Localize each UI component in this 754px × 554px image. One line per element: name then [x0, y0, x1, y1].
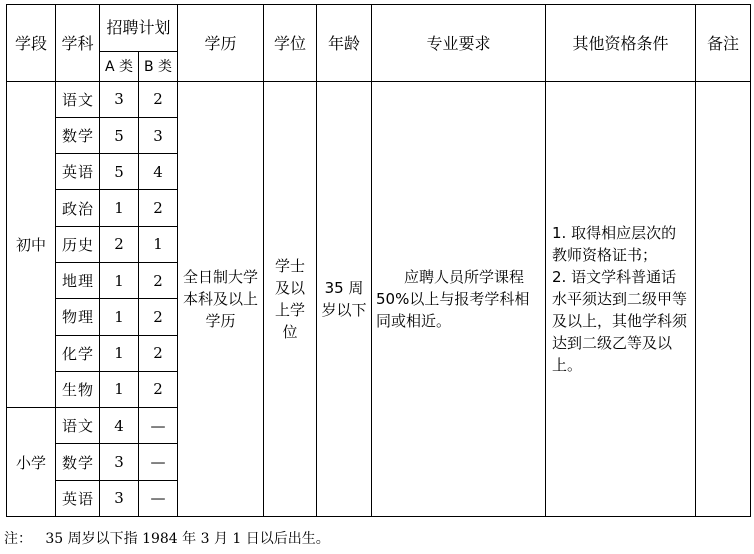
other-conditions-cell: [546, 81, 696, 516]
subject-cell: 历史: [56, 226, 100, 262]
other-condition-2: 2. 语文学科普通话水平须达到二级甲等及以上，其他学科须达到二级乙等及以上。: [552, 267, 688, 374]
other-condition-1: 1. 取得相应层次的教师资格证书；: [552, 223, 677, 264]
subject-cell: 数学: [56, 117, 100, 153]
plan-a-cell: 1: [100, 299, 139, 335]
plan-b-cell: —: [139, 480, 178, 516]
header-age: 年龄: [317, 5, 372, 82]
education-cell: 全日制大学本科及以上学历: [178, 81, 264, 516]
plan-b-cell: 2: [139, 299, 178, 335]
plan-a-cell: 3: [100, 444, 139, 480]
plan-b-cell: 2: [139, 190, 178, 226]
plan-b-cell: 1: [139, 226, 178, 262]
plan-b-cell: 2: [139, 371, 178, 407]
subject-cell: 化学: [56, 335, 100, 371]
subject-cell: 数学: [56, 444, 100, 480]
major-cell: 应聘人员所学课程 50%以上与报考学科相同或相近。: [372, 81, 546, 516]
header-plan: 招聘计划: [100, 5, 178, 52]
plan-a-cell: 1: [100, 371, 139, 407]
plan-a-cell: 5: [100, 154, 139, 190]
header-remark: 备注: [696, 5, 751, 82]
recruitment-table: [6, 4, 751, 517]
remark-cell: [696, 81, 751, 516]
header-plan-b: B 类: [139, 52, 178, 81]
header-other: 其他资格条件: [546, 5, 696, 82]
stage-junior: 初中: [7, 81, 56, 408]
plan-a-cell: 4: [100, 408, 139, 444]
plan-a-cell: 2: [100, 226, 139, 262]
subject-cell: 英语: [56, 154, 100, 190]
degree-cell: 学士及以上学位: [264, 81, 317, 516]
plan-b-cell: —: [139, 408, 178, 444]
subject-cell: 生物: [56, 371, 100, 407]
header-row: [7, 5, 751, 52]
plan-a-cell: 1: [100, 190, 139, 226]
footnote: 注： 35 周岁以下指 1984 年 3 月 1 日以后出生。: [4, 531, 330, 547]
table-row: [7, 81, 751, 117]
plan-a-cell: 5: [100, 117, 139, 153]
subject-cell: 英语: [56, 480, 100, 516]
header-degree: 学位: [264, 5, 317, 82]
plan-a-cell: 3: [100, 480, 139, 516]
header-education: 学历: [178, 5, 264, 82]
subject-cell: 地理: [56, 262, 100, 298]
header-subject: 学科: [56, 5, 100, 82]
plan-a-cell: 3: [100, 81, 139, 117]
subject-cell: 政治: [56, 190, 100, 226]
plan-a-cell: 1: [100, 262, 139, 298]
header-major: 专业要求: [372, 5, 546, 82]
plan-b-cell: —: [139, 444, 178, 480]
header-plan-a: A 类: [100, 52, 139, 81]
subject-cell: 语文: [56, 408, 100, 444]
plan-b-cell: 2: [139, 262, 178, 298]
header-stage: 学段: [7, 5, 56, 82]
subject-cell: 物理: [56, 299, 100, 335]
plan-b-cell: 2: [139, 81, 178, 117]
subject-cell: 语文: [56, 81, 100, 117]
stage-primary: 小学: [7, 408, 56, 517]
plan-b-cell: 3: [139, 117, 178, 153]
plan-b-cell: 4: [139, 154, 178, 190]
plan-b-cell: 2: [139, 335, 178, 371]
age-cell: 35 周岁以下: [317, 81, 372, 516]
plan-a-cell: 1: [100, 335, 139, 371]
